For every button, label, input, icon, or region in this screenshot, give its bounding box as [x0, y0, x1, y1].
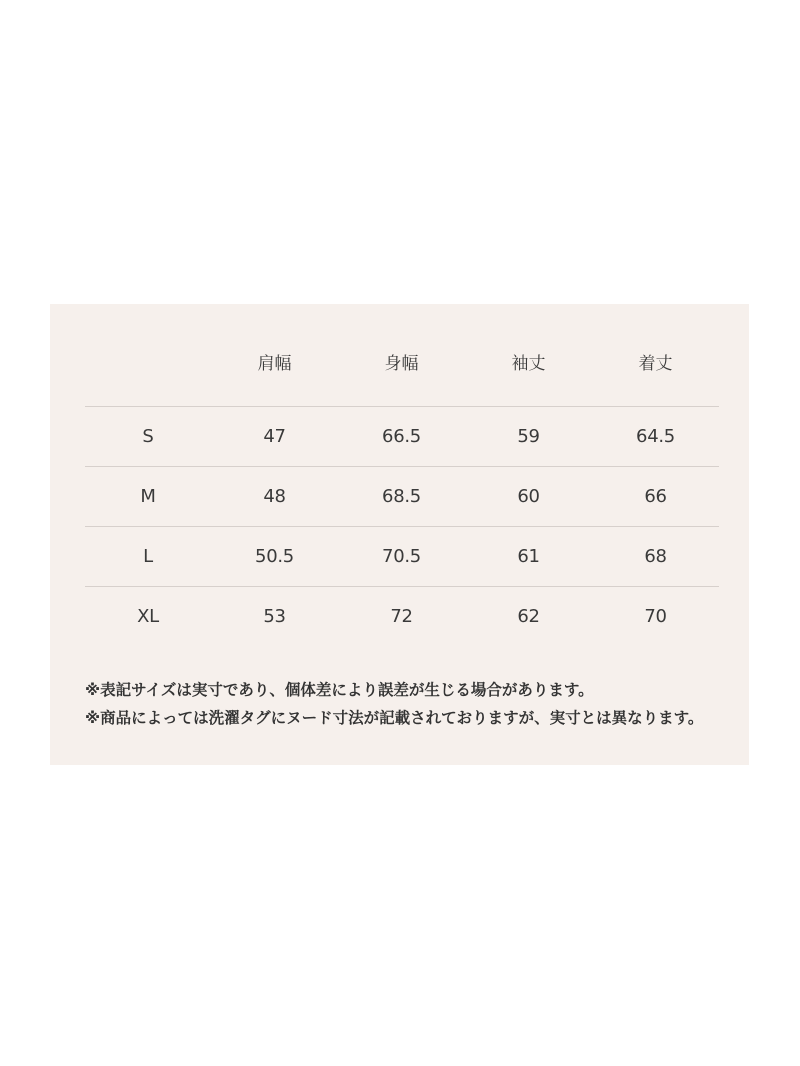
note-line-measurement: ※表記サイズは実寸であり、個体差により誤差が生じる場合があります。	[85, 681, 594, 699]
header-total-length: 着丈	[592, 348, 719, 407]
table-cell: 64.5	[592, 407, 719, 467]
size-label: S	[85, 407, 211, 467]
table-cell: 72	[390, 606, 413, 627]
table-row	[85, 587, 719, 647]
size-label: M	[85, 467, 211, 527]
size-chart-panel	[50, 304, 749, 765]
table-cell: 59	[465, 407, 592, 467]
table-row	[85, 527, 719, 587]
table-cell: 66.5	[338, 407, 465, 467]
size-label: XL	[137, 606, 159, 627]
table-row	[85, 407, 719, 467]
size-notes	[85, 676, 719, 732]
header-sleeve-length: 袖丈	[465, 348, 592, 407]
table-cell: 50.5	[211, 527, 338, 587]
table-row	[85, 467, 719, 527]
table-cell: 61	[465, 527, 592, 587]
table-header-row	[85, 348, 719, 407]
header-shoulder-width: 肩幅	[211, 348, 338, 407]
size-table	[85, 348, 719, 646]
size-label: L	[85, 527, 211, 587]
table-cell: 70	[644, 606, 667, 627]
header-size-cell	[85, 348, 211, 407]
table-cell: 70.5	[338, 527, 465, 587]
table-cell: 68	[592, 527, 719, 587]
table-cell: 48	[211, 467, 338, 527]
table-cell: 62	[517, 606, 540, 627]
table-cell: 68.5	[338, 467, 465, 527]
table-cell: 53	[263, 606, 286, 627]
table-cell: 66	[592, 467, 719, 527]
note-line-care-tag: ※商品によっては洗濯タグにヌード寸法が記載されておりますが、実寸とは異なります。	[85, 709, 704, 727]
table-cell: 47	[211, 407, 338, 467]
header-body-width: 身幅	[338, 348, 465, 407]
table-cell: 60	[465, 467, 592, 527]
